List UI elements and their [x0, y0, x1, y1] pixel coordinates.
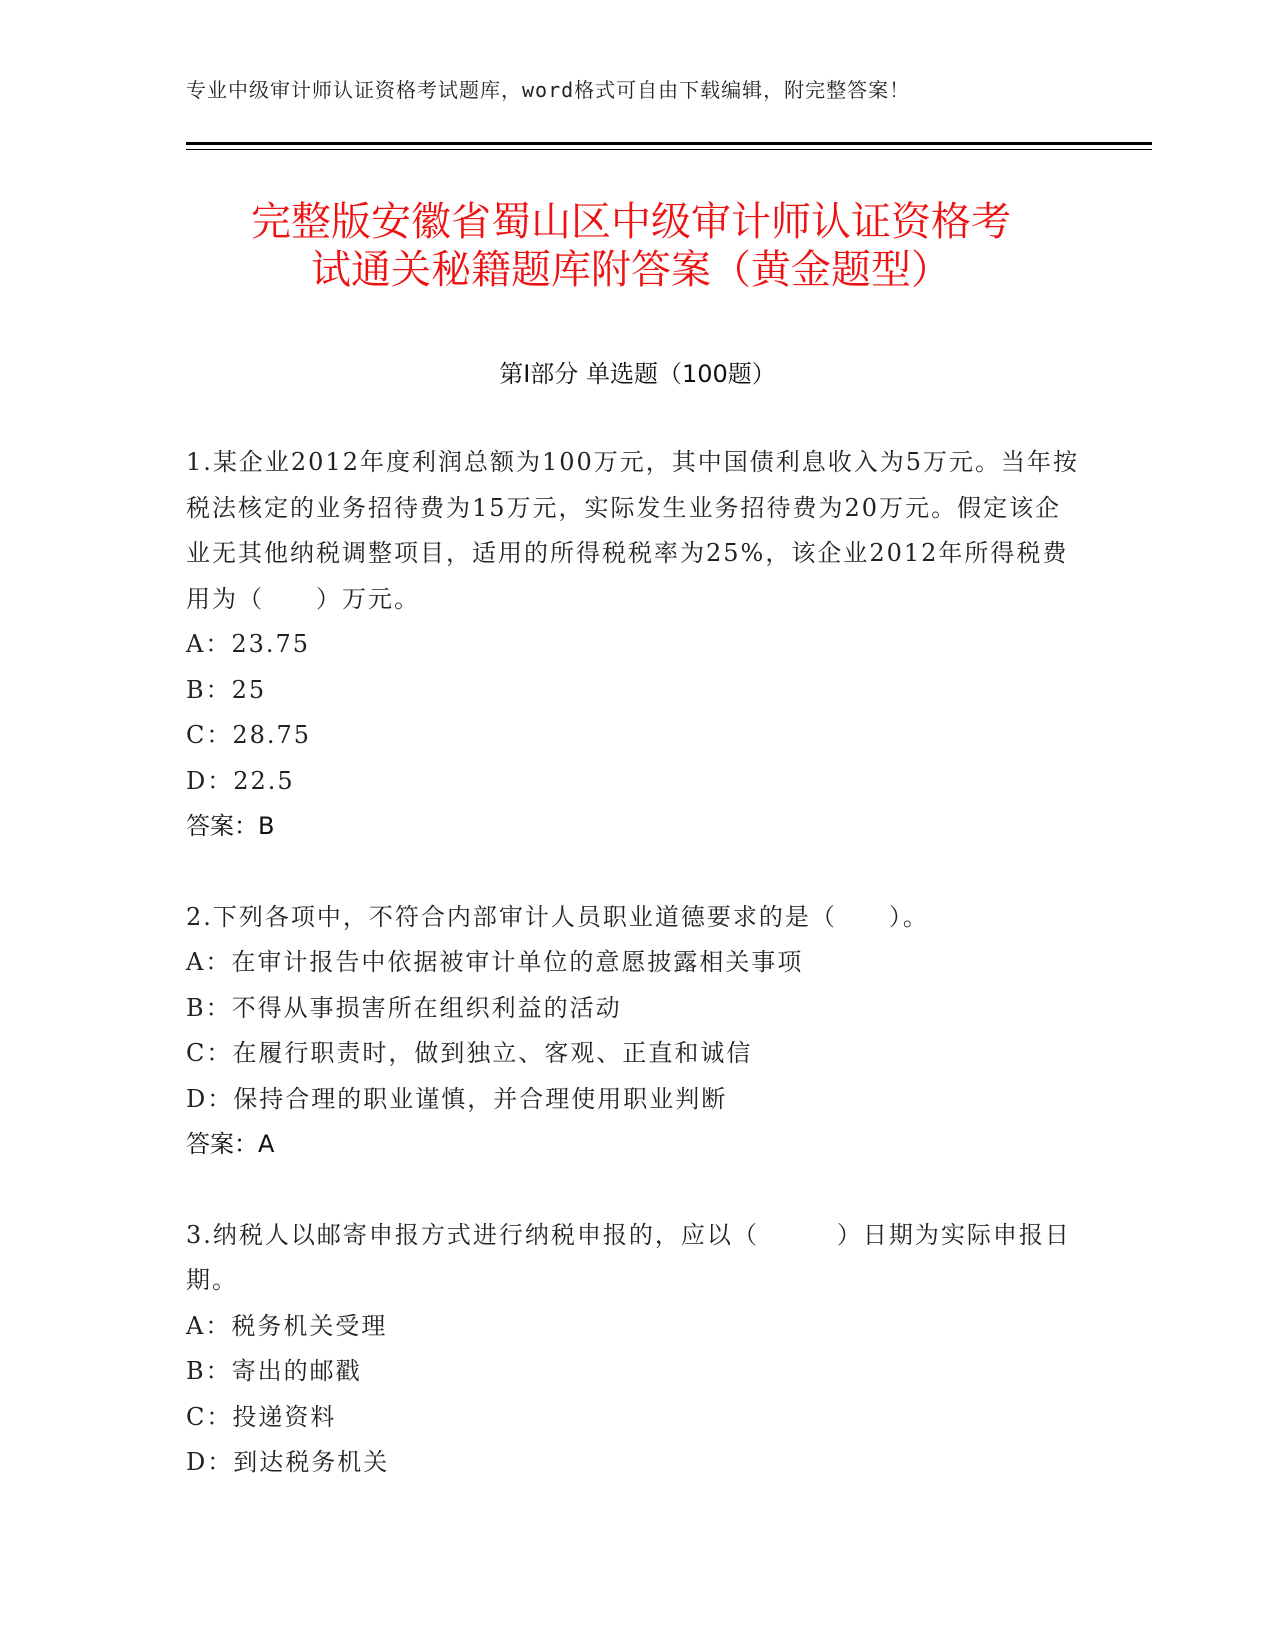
question-stem: 1.某企业2012年度利润总额为100万元，其中国债利息收入为5万元。当年按税法核定的业务招待费为15万元，实际发生业务招待费为20万元。假定该企业无其他纳税调整项目，适用的所得税税率为25%，该企业2012年所得税费用为（ ）万元。: [186, 448, 1080, 613]
answer-label: 答案：A: [186, 1130, 275, 1158]
document-title-line-2: 试通关秘籍题库附答案（黄金题型）: [311, 247, 951, 293]
section-heading: 第Ⅰ部分 单选题（100题）: [499, 360, 776, 388]
option-a: A：23.75: [186, 630, 311, 658]
option-d: D：22.5: [186, 766, 295, 795]
header-rule-thick: [186, 142, 1152, 145]
question-stem: 2.下列各项中，不符合内部审计人员职业道德要求的是（ ）。: [186, 902, 929, 931]
question-list: [186, 440, 1086, 1531]
document-title-line-1: 完整版安徽省蜀山区中级审计师认证资格考: [251, 199, 1011, 245]
question-stem: 3.纳税人以邮寄申报方式进行纳税申报的，应以（ ）日期为实际申报日期。: [186, 1220, 1071, 1294]
option-b: B：寄出的邮戳: [186, 1357, 362, 1385]
option-b: B：不得从事损害所在组织利益的活动: [186, 993, 622, 1022]
option-b: B：25: [186, 675, 267, 704]
option-c: C：在履行职责时，做到独立、客观、正直和诚信: [186, 1039, 753, 1067]
page-header-text: 专业中级审计师认证资格考试题库，word格式可自由下载编辑，附完整答案！: [186, 78, 911, 102]
option-c: C：投递资料: [186, 1402, 337, 1431]
option-a: A：在审计报告中依据被审计单位的意愿披露相关事项: [186, 948, 804, 976]
option-a: A：税务机关受理: [186, 1311, 388, 1340]
option-c: C：28.75: [186, 721, 312, 749]
question-3: [186, 1213, 1086, 1486]
question-2: [186, 895, 1086, 1168]
header-rule-thin: [186, 149, 1152, 150]
question-1: [186, 440, 1086, 850]
option-d: D：到达税务机关: [186, 1448, 390, 1476]
answer-label: 答案：B: [186, 812, 275, 840]
option-d: D：保持合理的职业谨慎，并合理使用职业判断: [186, 1084, 728, 1113]
document-title: [186, 198, 1076, 294]
